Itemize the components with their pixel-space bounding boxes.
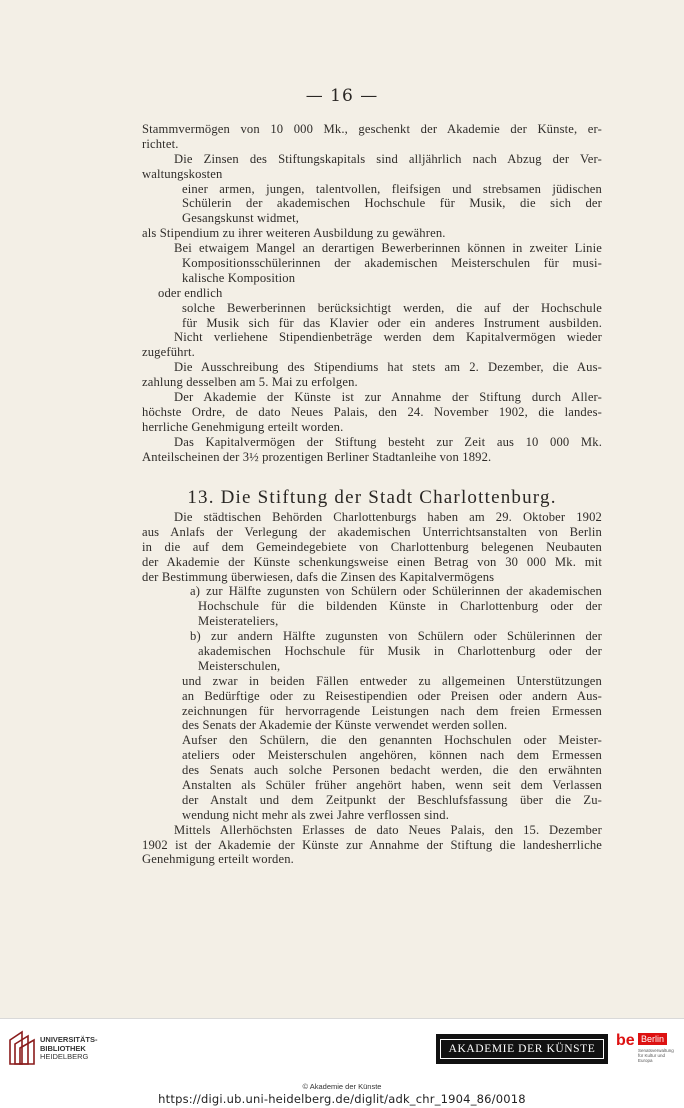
text-line: Stammvermögen von 10 000 Mk., geschenkt der Akademie der Künste, er- xyxy=(142,122,602,136)
text-block-charlottenburg xyxy=(142,510,602,867)
text-line: wendung nicht mehr als zwei Jahre verflossen sind. xyxy=(182,807,449,822)
text-line: oder endlich xyxy=(158,285,223,300)
text-line: richtet. xyxy=(142,136,179,151)
text-line: zahlung desselben am 5. Mai zu erfolgen. xyxy=(142,375,358,390)
text-line: Schülerin der akademischen Hochschule für Musik, die sich der xyxy=(182,196,602,211)
text-line: b) zur andern Hälfte zugunsten von Schülern oder Schülerinnen der xyxy=(190,629,602,644)
text-line: und zwar in beiden Fällen entweder zu allgemeinen Unterstützungen xyxy=(182,673,602,688)
text-line: Das Kapitalvermögen der Stiftung besteht zur Zeit aus 10 000 Mk. xyxy=(174,434,602,449)
text-line: Anteilscheinen der 3½ prozentigen Berliner Stadtanleihe von 1892. xyxy=(142,449,492,464)
text-line: Die Ausschreibung des Stipendiums hat stets am 2. Dezember, die Aus- xyxy=(174,360,602,375)
text-line: Die städtischen Behörden Charlottenburgs haben am 29. Oktober 1902 xyxy=(174,510,602,524)
text-line: als Stipendium zu ihrer weiteren Ausbildung zu gewähren. xyxy=(142,226,446,241)
text-line: an Bedürftige oder zu Reisestipendien oder Preisen oder andern Aus- xyxy=(182,688,602,703)
text-line: der Anstalt und dem Zeitpunkt der Beschlufsfassung über die Zu- xyxy=(182,792,602,807)
text-line: der Akademie der Künste schenkungsweise einen Betrag von 30 000 Mk. mit xyxy=(142,554,602,569)
text-block-stipend-rules xyxy=(142,122,602,464)
text-line: ateliers oder Meisterschulen angehören, können nach dem Ermessen xyxy=(182,748,602,763)
text-line: solche Bewerberinnen berücksichtigt werden, die auf der Hochschule xyxy=(182,300,602,315)
text-line: aus Anlafs der Verlegung der akademischen Unterrichtsanstalten von Berlin xyxy=(142,524,602,539)
section-heading: 13. Die Stiftung der Stadt Charlottenburg. xyxy=(187,487,557,508)
library-name-line-3: HEIDELBERG xyxy=(40,1052,89,1062)
text-line: a) zur Hälfte zugunsten von Schülern oder Schülerinnen der akademischen xyxy=(190,584,602,599)
akademie-der-kuenste-logo[interactable] xyxy=(436,1034,608,1064)
text-line: Aufser den Schülern, die den genannten Hochschulen oder Meister- xyxy=(182,733,602,748)
text-line: Hochschule für die bildenden Künste in Charlottenburg oder der xyxy=(198,599,602,614)
text-line: herrliche Genehmigung erteilt worden. xyxy=(142,419,344,434)
text-line: Die Zinsen des Stiftungskapitals sind alljährlich nach Abzug der Ver- xyxy=(174,151,602,166)
text-line: einer armen, jungen, talentvollen, fleifsigen und strebsamen jüdischen xyxy=(182,181,602,196)
text-line: waltungskosten xyxy=(142,166,223,181)
text-line: Anstalten als Schüler früher angehört haben, wenn seit dem Verlassen xyxy=(182,778,602,793)
text-line: Genehmigung erteilt worden. xyxy=(142,852,294,867)
text-line: Nicht verliehene Stipendienbeträge werden dem Kapitalvermögen wieder xyxy=(174,330,602,345)
copyright-notice: © Akademie der Künste xyxy=(302,1082,382,1091)
text-line: Meisterateliers, xyxy=(198,614,279,629)
text-line: Bei etwaigem Mangel an derartigen Bewerberinnen können in zweiter Linie xyxy=(174,241,602,256)
text-line: zugeführt. xyxy=(142,345,195,360)
text-line: 1902 ist der Akademie der Künste zur Annahme der Stiftung die landesherrliche xyxy=(142,837,602,852)
permalink-url[interactable]: https://digi.ub.uni-heidelberg.de/diglit/adk_chr_1904_86/0018 xyxy=(158,1092,526,1106)
library-name-line-2: BIBLIOTHEK xyxy=(40,1043,86,1053)
text-line: kalische Komposition xyxy=(182,270,296,285)
text-line: des Senats auch solche Personen bedacht werden, die den erwähnten xyxy=(182,763,602,778)
text-line: zeichnungen für hervorragende Leistungen nach dem freien Ermessen xyxy=(182,703,602,718)
text-line: Gesangskunst widmet, xyxy=(182,211,300,226)
footer-divider xyxy=(0,1018,684,1019)
text-line: Mittels Allerhöchsten Erlasses de dato Neues Palais, den 15. Dezember xyxy=(174,822,602,837)
university-library-logo-icon[interactable] xyxy=(8,1030,38,1066)
berlin-senate-logo[interactable] xyxy=(616,1030,674,1068)
text-line: in die auf dem Gemeindegebiete von Charlottenburg belegenen Neubauten xyxy=(142,539,602,554)
page-number: — 16 — xyxy=(305,86,379,106)
text-line: Meisterschulen, xyxy=(198,658,281,673)
text-line: höchste Ordre, de dato Neues Palais, den 24. November 1902, die landes- xyxy=(142,404,602,419)
library-name-line-1: UNIVERSITÄTS- xyxy=(40,1035,98,1044)
text-line: akademischen Hochschule für Musik in Charlottenburg oder der xyxy=(198,644,602,659)
berlin-logo-subtitle: Senatsverwaltung für Kultur und Europa xyxy=(638,1048,674,1063)
text-line: Der Akademie der Künste ist zur Annahme der Stiftung durch Aller- xyxy=(174,390,602,405)
text-line: für Musik sich für das Klavier oder ein anderes Instrument ausbilden. xyxy=(182,315,602,330)
berlin-logo-word: be xyxy=(616,1032,635,1049)
akademie-logo-text: AKADEMIE DER KÜNSTE xyxy=(440,1039,605,1059)
text-line: des Senats der Akademie der Künste verwendet werden sollen. xyxy=(182,718,508,733)
text-line: der Bestimmung überwiesen, dafs die Zinsen des Kapitalvermögens xyxy=(142,569,495,584)
university-library-name[interactable] xyxy=(40,1036,98,1062)
text-line: Kompositionsschülerinnen der akademischen Meisterschulen für musi- xyxy=(182,256,602,271)
berlin-logo-badge: Berlin xyxy=(638,1033,667,1045)
